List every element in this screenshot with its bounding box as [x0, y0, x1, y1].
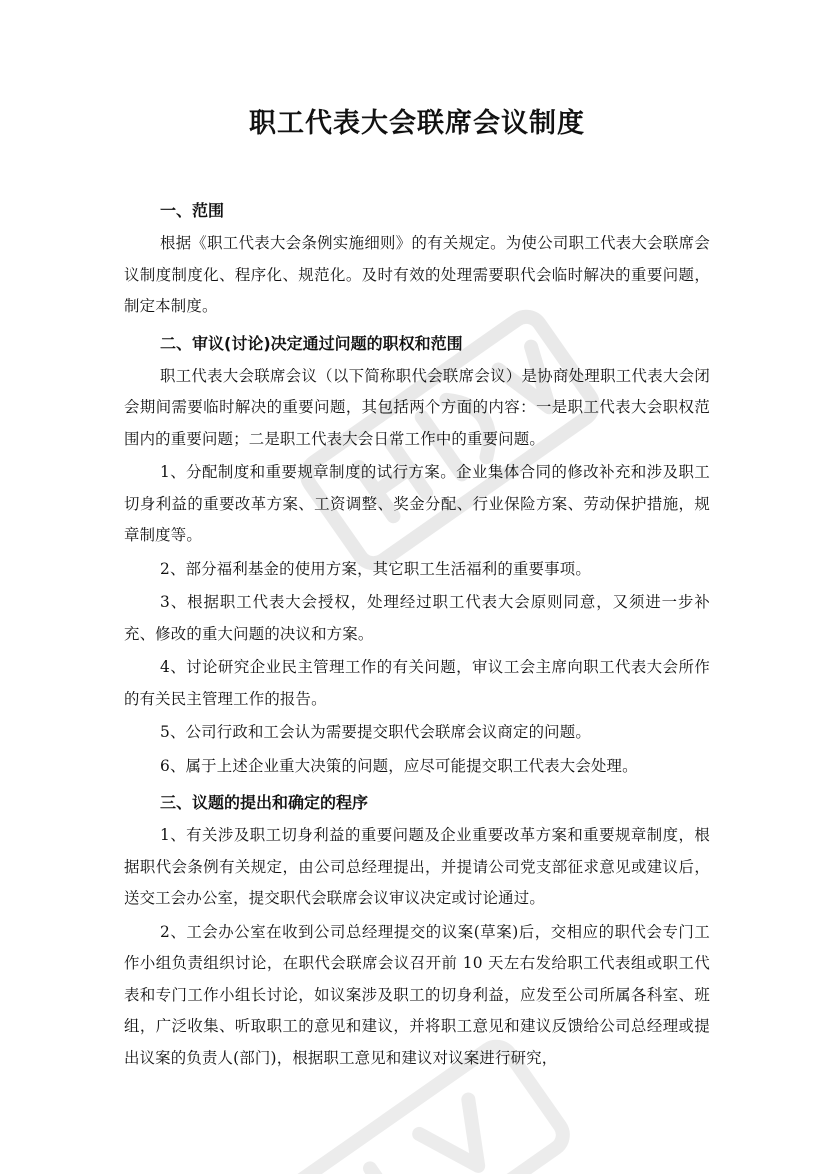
section-heading: 三、议题的提出和确定的程序: [160, 793, 369, 812]
paragraph: 1、分配制度和重要规章制度的试行方案。企业集体合同的修改补充和涉及职工切身利益的重要改革方案、工资调整、奖金分配、行业保险方案、劳动保护措施，规章制度等。: [124, 463, 710, 544]
document-body: [124, 96, 710, 1076]
paragraph: 4、讨论研究企业民主管理工作的有关问题，审议工会主席向职工代表大会所作的有关民主管理工作的报告。: [124, 658, 710, 708]
paragraph: 1、有关涉及职工切身利益的重要问题及企业重要改革方案和重要规章制度，根据职代会条例有关规定，由公司总经理提出，并提请公司党支部征求意见或建议后，送交工会办公室，提交职代会联席会议审议决定或讨论通过。: [124, 826, 710, 907]
page-title: 职工代表大会联席会议制度: [249, 108, 585, 139]
paragraph: 职工代表大会联席会议（以下简称职代会联席会议）是协商处理职工代表大会闭会期间需要临时解决的重要问题，其包括两个方面的内容：一是职工代表大会职权范围内的重要问题；二是职工代表大会日常工作中的重要问题。: [124, 366, 710, 448]
paragraph: 根据《职工代表大会条例实施细则》的有关规定。为使公司职工代表大会联席会议制度制度化、程序化、规范化。及时有效的处理需要职代会临时解决的重要问题，制定本制度。: [124, 234, 710, 315]
paragraph: 2、部分福利基金的使用方案，其它职工生活福利的重要事项。: [160, 559, 591, 578]
section-heading: 二、审议(讨论)决定通过问题的职权和范围: [160, 333, 463, 353]
paragraph: 3、根据职工代表大会授权，处理经过职工代表大会原则同意，又须进一步补充、修改的重大问题的决议和方案。: [124, 593, 710, 643]
paragraph: 2、工会办公室在收到公司总经理提交的议案(草案)后，交相应的职代会专门工作小组负责组织讨论，在职代会联席会议召开前 10 天左右发给职工代表组或职工代表和专门工作小组长讨论，如议案涉及职工的切身利益，应发至公司所属各科室、班组，广泛收集、听取职工的意见和建议，并将职工意见和建议反馈给公司总经理或提出议案的负责人(部门)，根据职工意见和建议对议案进行研究，: [124, 922, 710, 1067]
paragraph: 6、属于上述企业重大决策的问题，应尽可能提交职工代表大会处理。: [160, 756, 638, 775]
paragraph: 5、公司行政和工会认为需要提交职代会联席会议商定的问题。: [160, 723, 591, 741]
section-heading: 一、范围: [160, 201, 225, 220]
